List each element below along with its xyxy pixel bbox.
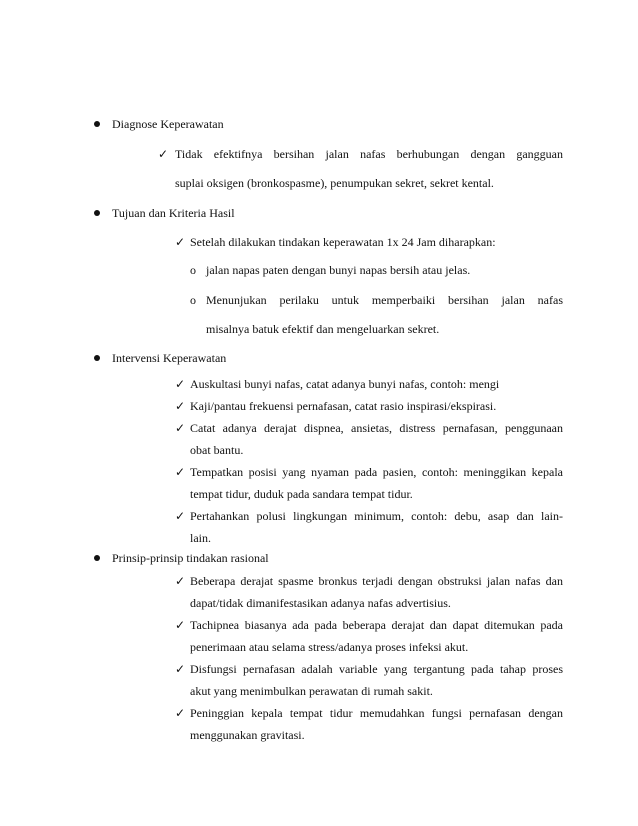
- item-line: Auskultasi bunyi nafas, catat adanya bunyi nafas, contoh: mengi: [190, 377, 500, 391]
- item-line: Setelah dilakukan tindakan keperawatan 1x 24 Jam diharapkan:: [190, 235, 496, 249]
- item-line: lain.: [190, 531, 211, 545]
- item-line: Tidak efektifnya bersihan jalan nafas berhubungan dengan gangguan: [175, 147, 563, 161]
- bullet-icon: [94, 355, 100, 361]
- circle-bullet-icon: o: [190, 263, 196, 277]
- bullet-icon: [94, 555, 100, 561]
- checkmark-icon: ✓: [158, 147, 169, 161]
- checkmark-icon: ✓: [175, 399, 186, 413]
- checkmark-icon: ✓: [175, 465, 186, 479]
- checkmark-icon: ✓: [175, 377, 186, 391]
- checkmark-icon: ✓: [175, 235, 186, 249]
- section-heading: Intervensi Keperawatan: [112, 351, 227, 365]
- item-line: obat bantu.: [190, 443, 244, 457]
- item-line: Peninggian kepala tempat tidur memudahkan fungsi pernafasan dengan: [190, 706, 563, 720]
- subitem-line: jalan napas paten dengan bunyi napas bersih atau jelas.: [206, 263, 471, 277]
- item-line: Tachipnea biasanya ada pada beberapa derajat dan dapat ditemukan pada: [190, 618, 563, 632]
- item-line: suplai oksigen (bronkospasme), penumpukan sekret, sekret kental.: [175, 176, 494, 190]
- item-line: Kaji/pantau frekuensi pernafasan, catat rasio inspirasi/ekspirasi.: [190, 399, 497, 413]
- subitem-line: misalnya batuk efektif dan mengeluarkan sekret.: [206, 322, 440, 336]
- item-line: Tempatkan posisi yang nyaman pada pasien, contoh: meninggikan kepala: [190, 465, 563, 479]
- circle-bullet-icon: o: [190, 293, 196, 307]
- item-line: Pertahankan polusi lingkungan minimum, contoh: debu, asap dan lain-: [190, 509, 563, 523]
- item-line: penerimaan atau selama stress/adanya proses infeksi akut.: [190, 640, 469, 654]
- subitem-line: Menunjukan perilaku untuk memperbaiki bersihan jalan nafas: [206, 293, 563, 307]
- item-line: Catat adanya derajat dispnea, ansietas, distress pernafasan, penggunaan: [190, 421, 563, 435]
- checkmark-icon: ✓: [175, 421, 186, 435]
- item-line: menggunakan gravitasi.: [190, 728, 305, 742]
- item-line: tempat tidur, duduk pada sandara tempat tidur.: [190, 487, 413, 501]
- bullet-icon: [94, 121, 100, 127]
- checkmark-icon: ✓: [175, 662, 186, 676]
- checkmark-icon: ✓: [175, 574, 186, 588]
- item-line: Disfungsi pernafasan adalah variable yang tergantung pada tahap proses: [190, 662, 563, 676]
- checkmark-icon: ✓: [175, 509, 186, 523]
- item-line: dapat/tidak dimanifestasikan adanya nafas advertisius.: [190, 596, 451, 610]
- bullet-icon: [94, 210, 100, 216]
- checkmark-icon: ✓: [175, 706, 186, 720]
- section-heading: Tujuan dan Kriteria Hasil: [112, 206, 235, 220]
- checkmark-icon: ✓: [175, 618, 186, 632]
- section-heading: Diagnose Keperawatan: [112, 117, 224, 131]
- section-heading: Prinsip-prinsip tindakan rasional: [112, 551, 269, 565]
- item-line: akut yang menimbulkan perawatan di rumah sakit.: [190, 684, 433, 698]
- item-line: Beberapa derajat spasme bronkus terjadi dengan obstruksi jalan nafas dan: [190, 574, 563, 588]
